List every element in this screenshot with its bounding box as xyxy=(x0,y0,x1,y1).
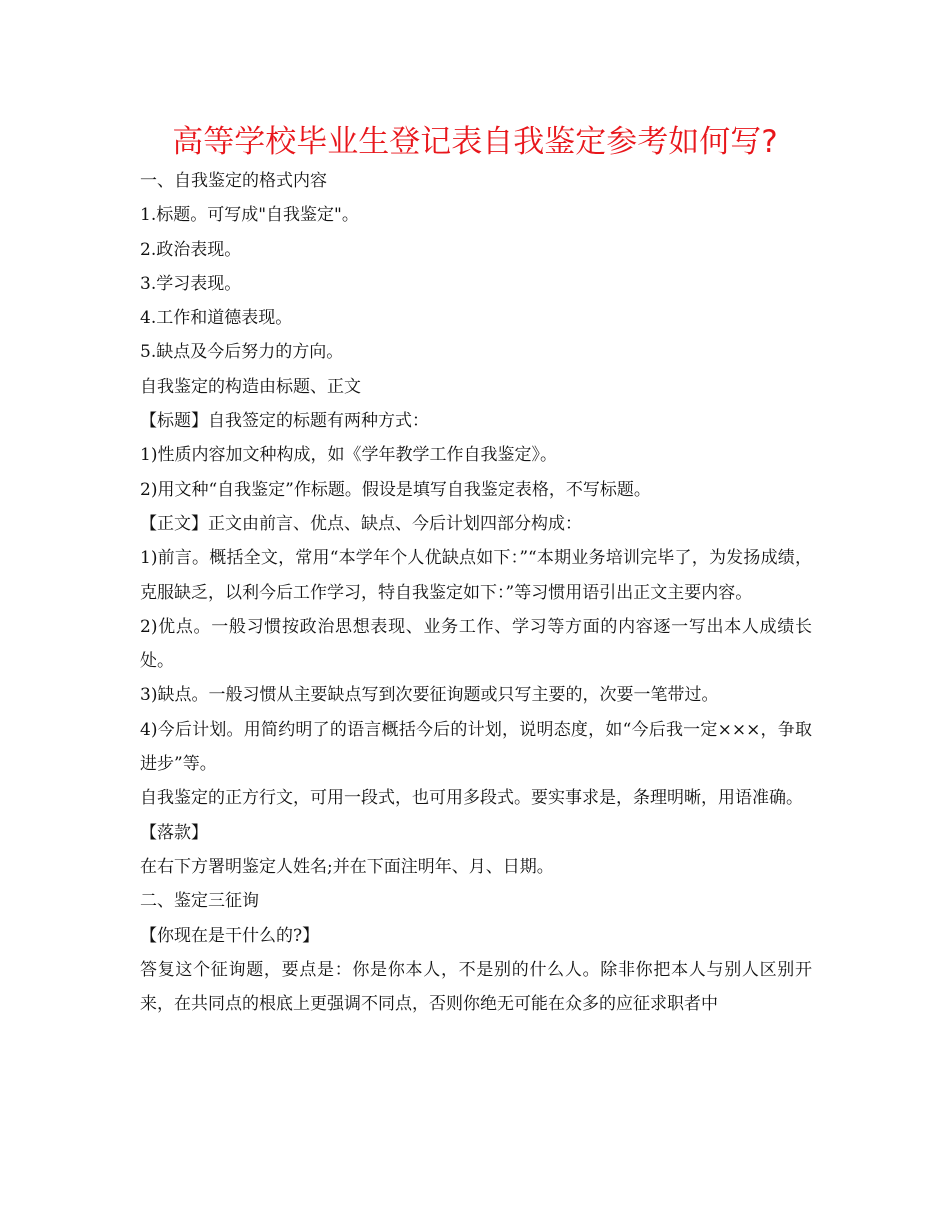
paragraph: 3.学习表现。 xyxy=(140,273,242,294)
paragraph: 1.标题。可写成"自我鉴定"。 xyxy=(140,205,359,226)
paragraph: 自我鉴定的构造由标题、正文 xyxy=(140,376,361,397)
document-body xyxy=(140,164,812,1021)
paragraph: 【标题】自我签定的标题有两种方式： xyxy=(140,411,429,432)
paragraph: 3)缺点。一般习惯从主要缺点写到次要征询题或只写主要的，次要一笔带过。 xyxy=(140,685,719,706)
paragraph: 1)性质内容加文种构成，如《学年教学工作自我鉴定》。 xyxy=(140,445,557,466)
paragraph: 2.政治表现。 xyxy=(140,239,242,260)
paragraph: 1)前言。概括全文，常用“本学年个人优缺点如下：”“本期业务培训完毕了，为发扬成绩，克服缺乏，以利今后工作学习，特自我鉴定如下：”等习惯用语引出正文主要内容。 xyxy=(140,548,812,603)
paragraph: 4)今后计划。用简约明了的语言概括今后的计划，说明态度，如“今后我一定×××，争取进步”等。 xyxy=(140,719,812,775)
paragraph: 答复这个征询题，要点是：你是你本人，不是别的什么人。除非你把本人与别人区别开来，在共同点的根底上更强调不同点，否则你绝无可能在众多的应征求职者中 xyxy=(140,959,812,1015)
paragraph: 二、鉴定三征询 xyxy=(140,891,259,912)
paragraph: 5.缺点及今后努力的方向。 xyxy=(140,342,344,363)
paragraph: 一、自我鉴定的格式内容 xyxy=(140,171,327,191)
paragraph: 【正文】正文由前言、优点、缺点、今后计划四部分构成： xyxy=(140,513,582,534)
paragraph: 2)用文种“自我鉴定”作标题。假设是填写自我鉴定表格，不写标题。 xyxy=(140,479,651,500)
paragraph: 2)优点。一般习惯按政治思想表现、业务工作、学习等方面的内容逐一写出本人成绩长处。 xyxy=(140,616,812,672)
paragraph: 【你现在是干什么的?】 xyxy=(140,925,320,946)
document-title: 高等学校毕业生登记表自我鉴定参考如何写? xyxy=(172,124,778,160)
paragraph: 【落款】 xyxy=(140,822,208,843)
paragraph: 自我鉴定的正方行文，可用一段式，也可用多段式。要实事求是，条理明晰，用语准确。 xyxy=(140,788,803,809)
paragraph: 在右下方署明鉴定人姓名;并在下面注明年、月、日期。 xyxy=(140,856,554,877)
paragraph: 4.工作和道德表现。 xyxy=(140,308,293,329)
